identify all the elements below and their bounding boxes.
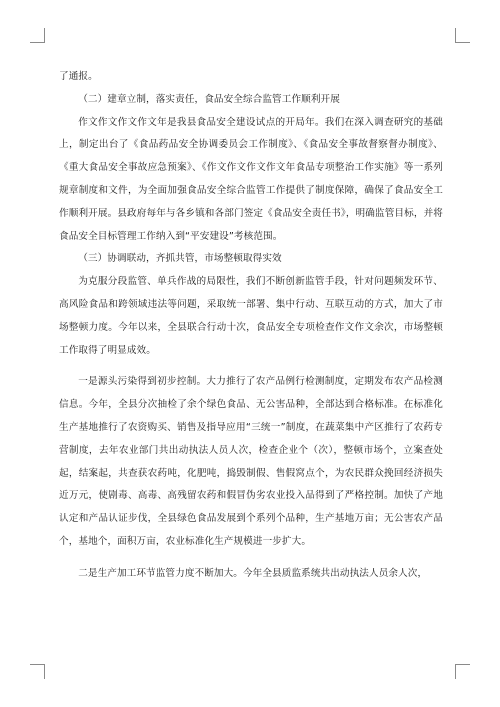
paragraph-source-control: 一是源头污染得到初步控制。大力推行了农产品例行检测制度，定期发布农产品检测信息。今年，全县分次抽检了余个绿色食品、无公害品种，全部达到合格标准。在标准化生产基地推行了农资购买、销售及指导应用“三统一”制度，在蔬菜集中产区推行了农药专营制度，去年农业部门共出动执法人员人次，检查企业个（次），整顿市场个，立案查处起，结案起，共查获农药吨，化肥吨，捣毁制假、售假窝点个，为农民群众挽回经济损失近万元，使剧毒、高毒、高残留农药和假冒伪劣农业投入品得到了严格控制。加快了产地认定和产品认证步伐，全县绿色食品发展到个系列个品种，生产基地万亩；无公害农产品个，基地个，面积万亩，农业标准化生产规模进一步扩大。 — [59, 376, 443, 547]
section-heading-three: （三）协调联动，齐抓共管，市场整顿取得实效 — [78, 253, 282, 265]
paragraph-regulations: 作文作文作文作文年是我县食品安全建设试点的开局年。我们在深入调查研究的基础上，制定出台了《食品药品安全协调委员会工作制度》、《食品安全事故督察督办制度》、《重大食品安全事故应急预案》、《作文作文作文作文年食品专项整治工作实施》等一系列规章制度和文件，为全面加强食品安全综合监管工作提供了制度保障，确保了食品安全工作顺利开展。县政府每年与各乡镇和各部门签定《食品安全责任书》，明确监管目标，并将食品安全目标管理工作纳入到“平安建设”考核范围。 — [59, 116, 443, 242]
section-heading-two: （二）建章立制，落实责任，食品安全综合监管工作顺利开展 — [78, 93, 340, 105]
document-page — [59, 66, 443, 586]
paragraph-continuation: 了通报。 — [59, 71, 98, 82]
crop-mark-bottom-left — [30, 664, 45, 679]
paragraph-coordination: 为克服分段监管、单兵作战的局限性，我们不断创新监管手段，针对问题频发环节、高风险食品和跨领域违法等问题，采取统一部署、集中行动、互联互动的方式，加大了市场整顿力度。今年以来，全县联合行动十次，食品安全专项检查作文作文余次，市场整顿工作取得了明显成效。 — [59, 276, 443, 356]
paragraph-production-supervision: 二是生产加工环节监管力度不断加大。今年全县质监系统共出动执法人员余人次， — [78, 567, 428, 579]
crop-mark-bottom-right — [455, 664, 470, 679]
crop-mark-top-left — [30, 28, 45, 43]
crop-mark-top-right — [455, 28, 470, 43]
